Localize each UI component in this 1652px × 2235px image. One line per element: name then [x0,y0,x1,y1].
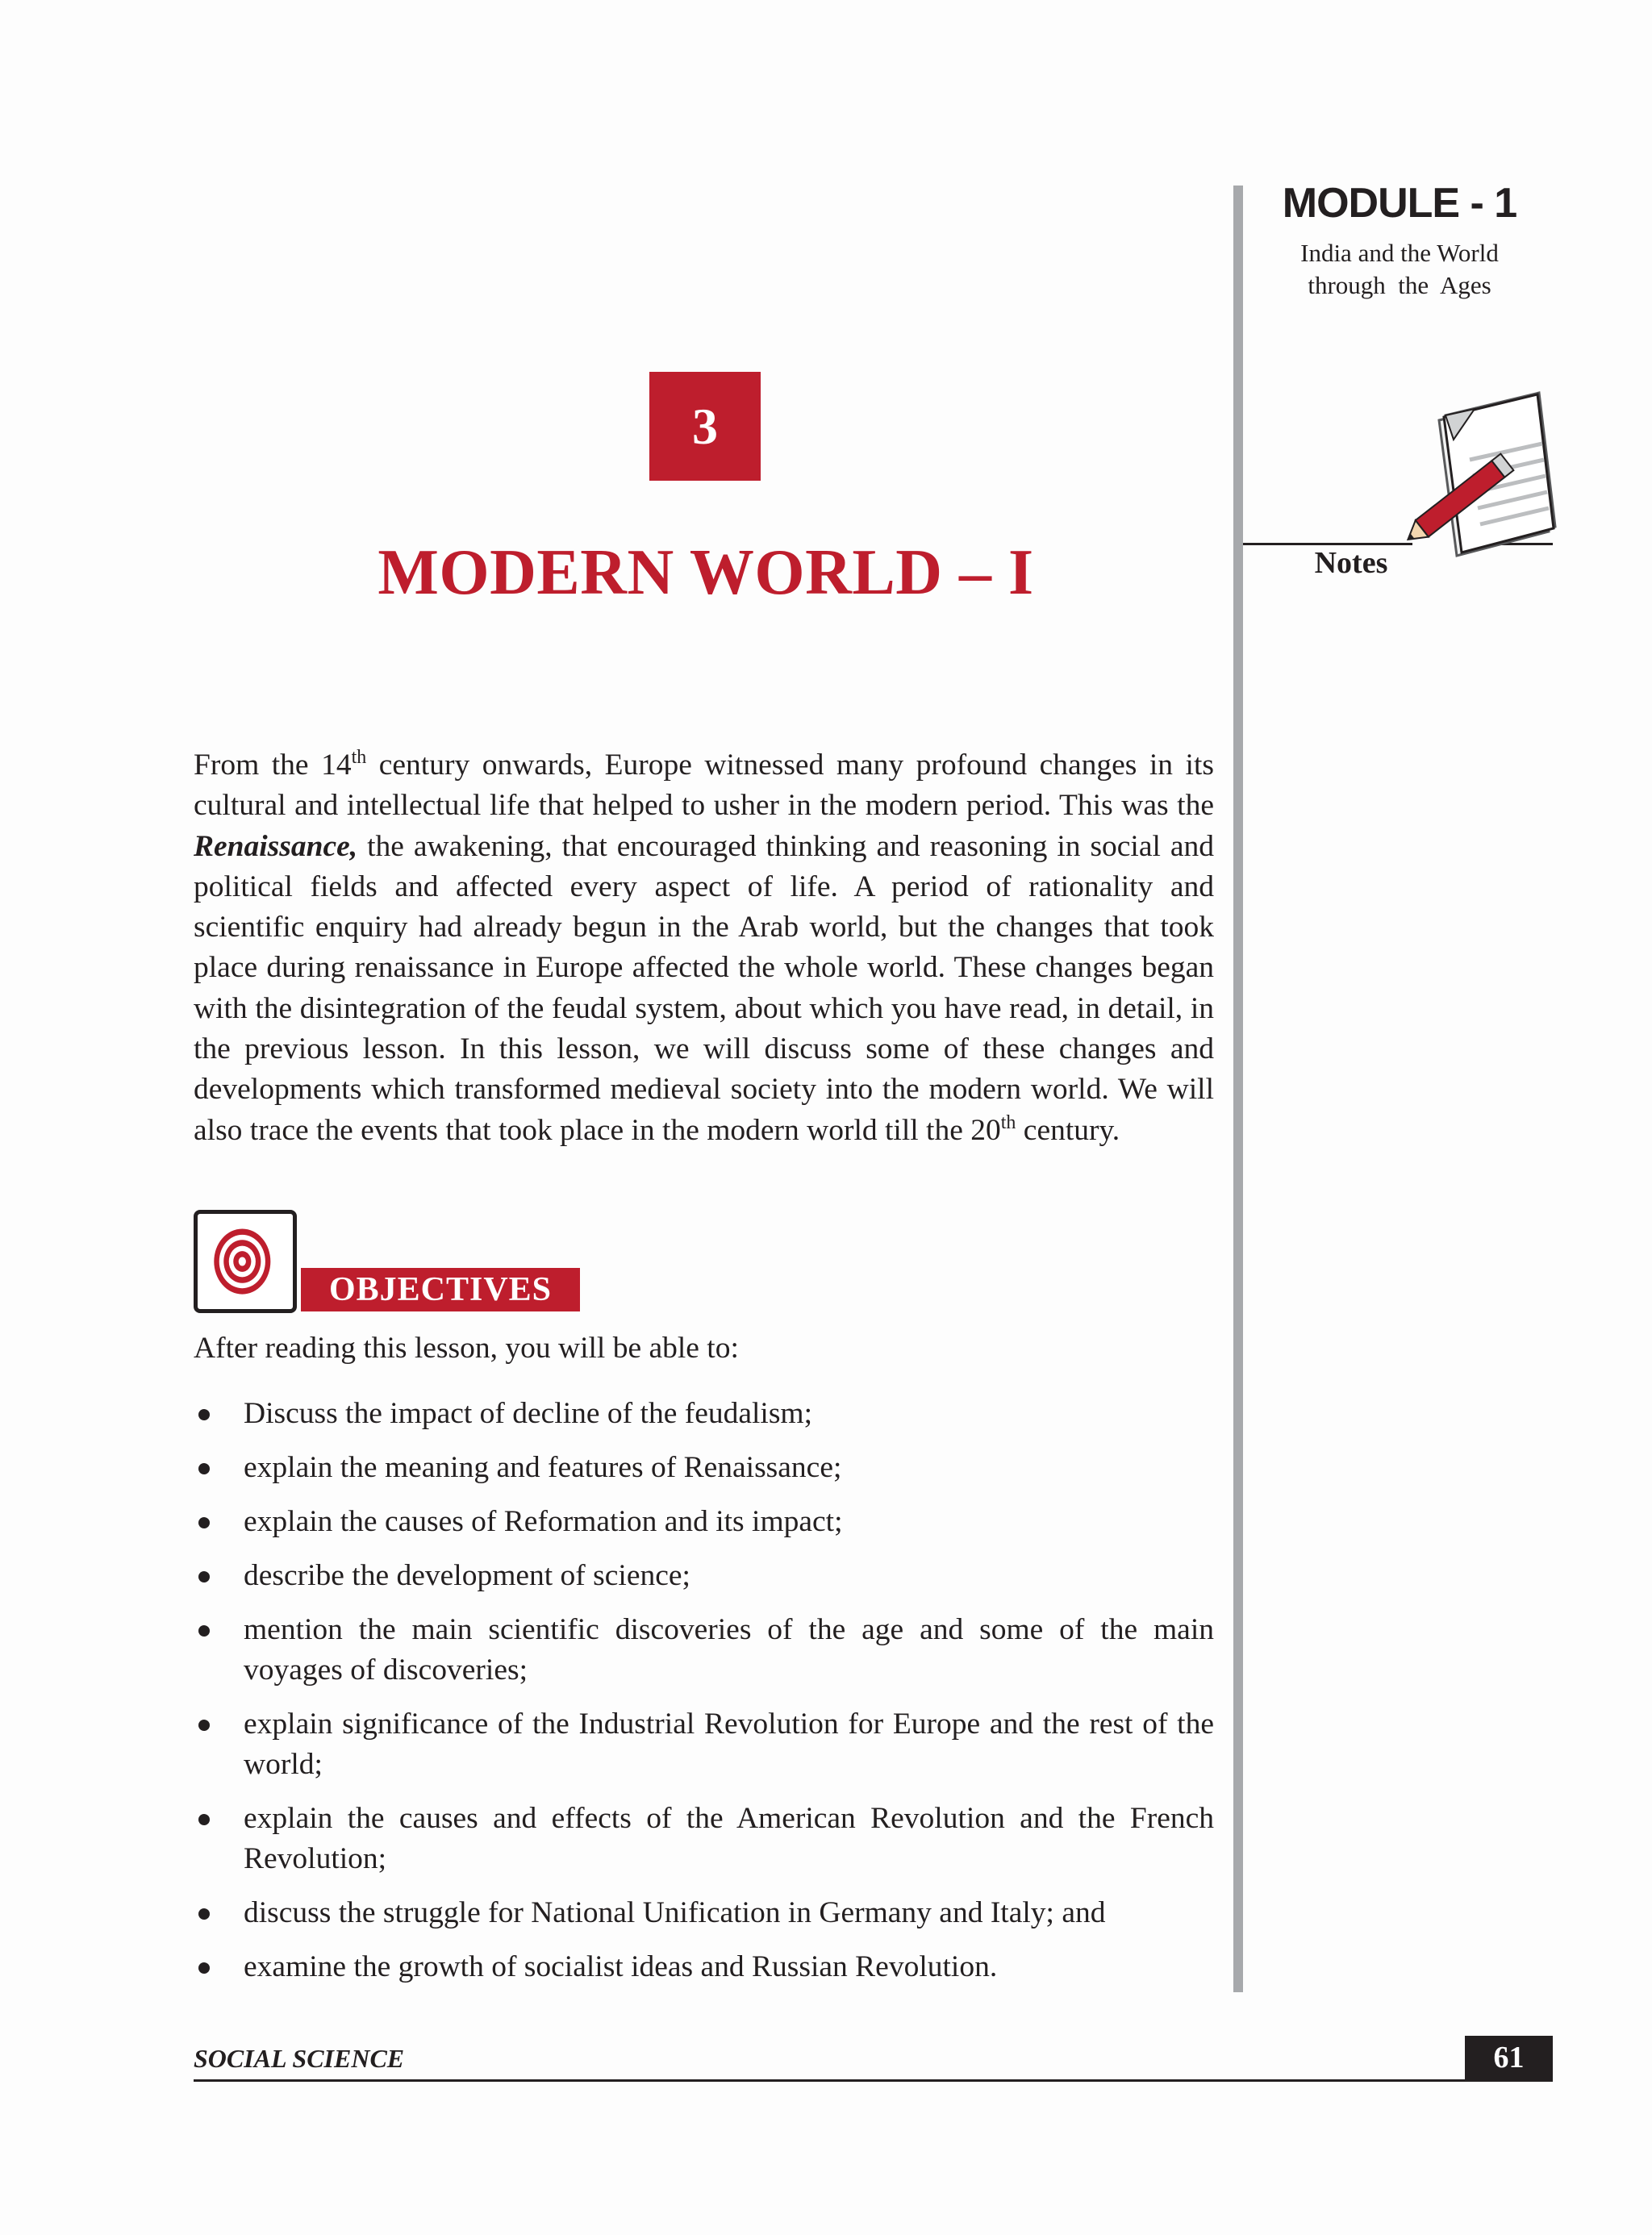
bullet-icon [198,1908,210,1920]
margin-rail [1233,186,1243,1992]
bullet-icon [198,1814,210,1825]
bullet-icon [198,1463,210,1474]
module-title: MODULE - 1 [1282,180,1517,227]
objectives-heading: OBJECTIVES [301,1268,580,1311]
target-icon [194,1210,297,1313]
objectives-lead: After reading this lesson, you will be able to: [194,1332,739,1365]
list-item: explain the causes of Reformation and its impact; [194,1502,1214,1542]
bullet-icon [198,1409,210,1420]
chapter-number: 3 [649,372,761,481]
list-item: Discuss the impact of decline of the feudalism; [194,1394,1214,1434]
footer-subject: SOCIAL SCIENCE [194,2044,405,2073]
objectives-list [194,1394,1214,2001]
intro-paragraph: From the 14th century onwards, Europe witnessed many profound changes in its cultural and intellectual life that helped to usher in the modern period. This was the Renaissance, the awakening, that encouraged thinking and reasoning in social and political fields and affected every aspect of life. A period of rationality and scientific enquiry had already begun in the Arab world, but the changes that took place during renaissance in Europe affected the whole world. These changes began with the disintegration of the feudal system, about which you have read, in detail, in the previous lesson. In this lesson, we will discuss some of these changes and developments which transformed medieval society into the modern world. We will also trace the events that took place in the modern world till the 20th century. [194,747,1214,1147]
module-subtitle-line1: India and the World [1300,239,1499,267]
bullet-icon [198,1962,210,1974]
footer-rule [194,2079,1553,2082]
bullet-icon [198,1720,210,1731]
list-item: discuss the struggle for National Unification in Germany and Italy; and [194,1893,1214,1933]
list-item: mention the main scientific discoveries of the age and some of the main voyages of discoveries; [194,1610,1214,1691]
list-item: describe the development of science; [194,1556,1214,1596]
list-item: examine the growth of socialist ideas and Russian Revolution. [194,1947,1214,1987]
bullet-icon [198,1625,210,1637]
list-item: explain significance of the Industrial Revolution for Europe and the rest of the world; [194,1704,1214,1785]
notes-label: Notes [1314,546,1388,580]
bullet-icon [198,1571,210,1582]
bullet-icon [198,1517,210,1528]
renaissance-term: Renaissance, [194,829,358,863]
notepad-pencil-icon [1395,383,1557,577]
module-subtitle-line2: through the Ages [1308,271,1491,299]
module-subtitle [1262,237,1537,302]
chapter-title: MODERN WORLD – I [378,537,1034,608]
list-item: explain the causes and effects of the American Revolution and the French Revolution; [194,1799,1214,1879]
page-number: 61 [1465,2036,1553,2079]
list-item: explain the meaning and features of Renaissance; [194,1448,1214,1488]
